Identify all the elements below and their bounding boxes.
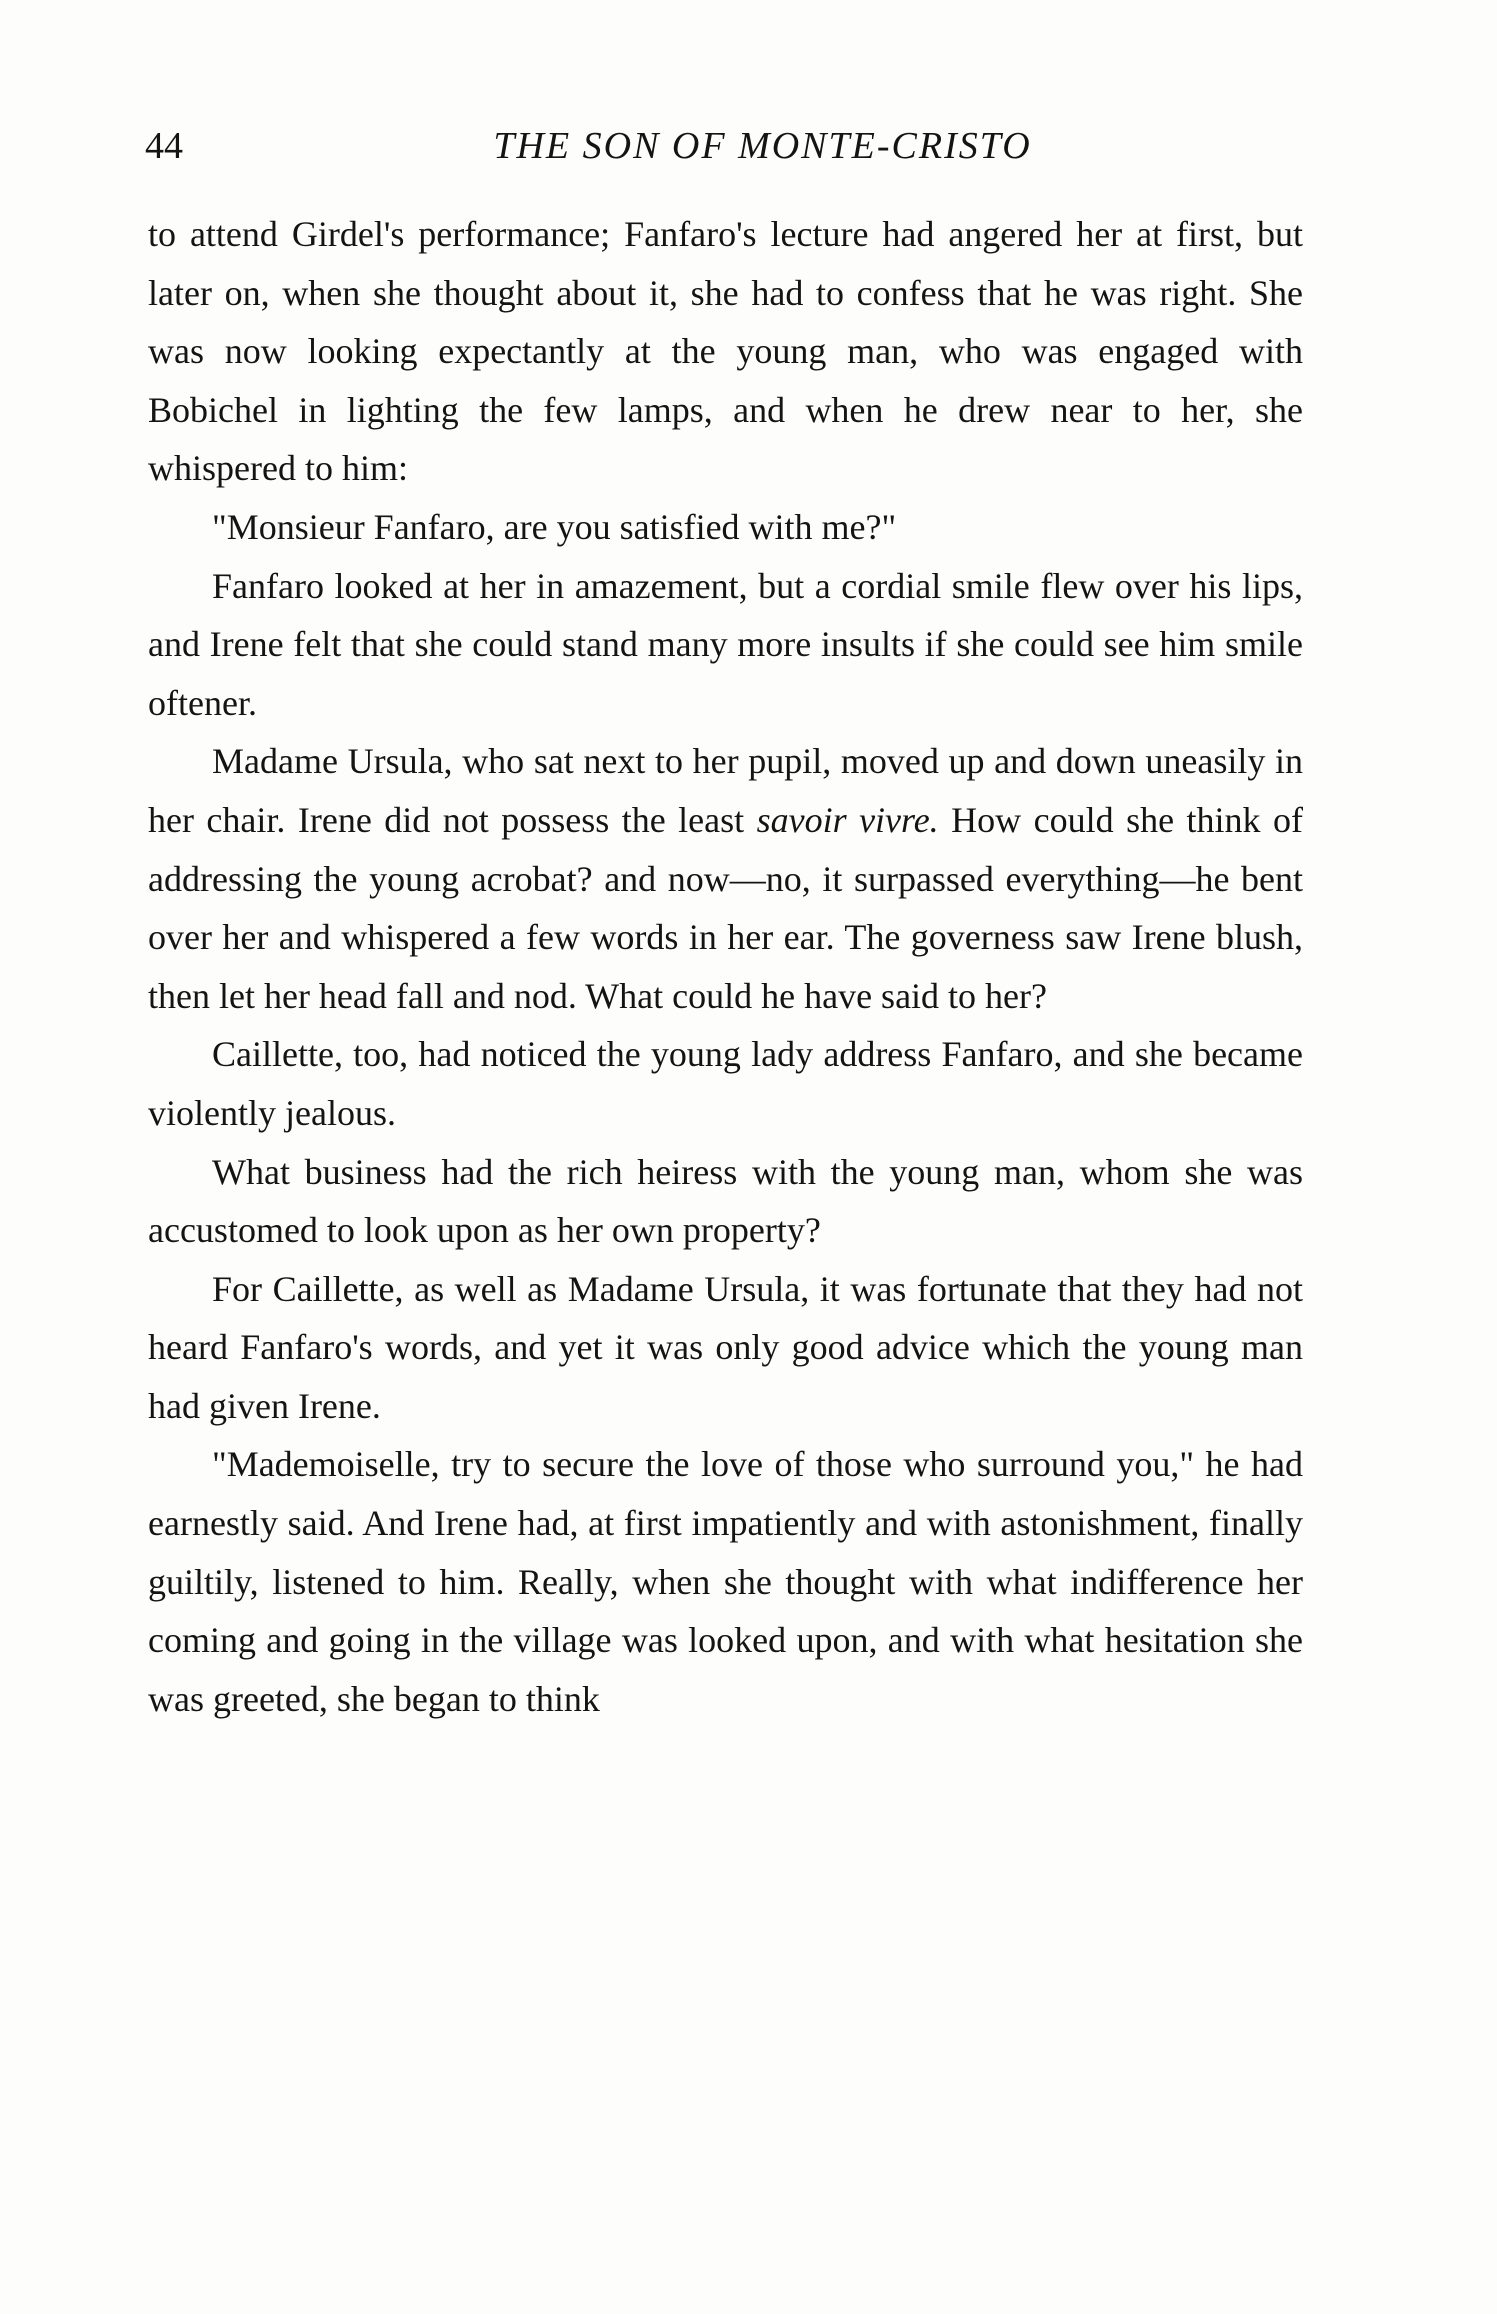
italic-phrase: savoir vivre. xyxy=(756,799,939,840)
paragraph: "Monsieur Fanfaro, are you satisfied with me?" xyxy=(212,506,897,547)
paragraph: "Mademoiselle, try to secure the love of those who surround you," he had earnestly said. And Irene had, at first impatiently and with astonishment, finally guiltily, listened to him. Really, when she thought with what indifference her coming and going in the village was looked upon, and with what hesitation she was greeted, she began to think xyxy=(148,1444,1303,1719)
paragraph-text: How could she think of addressing the young acrobat? and now—no, it surpassed everything—he bent over her and whispered a few words in her ear. The governess saw Irene blush, then let her head fall and nod. What could he have said to her? xyxy=(148,799,1303,1016)
paragraph xyxy=(148,732,1303,1025)
running-head xyxy=(145,118,1300,178)
paragraph: Fanfaro looked at her in amazement, but a cordial smile flew over his lips, and Irene felt that she could stand many more insults if she could see him smile oftener. xyxy=(148,565,1303,723)
page-number: 44 xyxy=(145,125,183,167)
body-text xyxy=(148,205,1303,1728)
paragraph: Caillette, too, had noticed the young lady address Fanfaro, and she became violently jealous. xyxy=(148,1034,1303,1133)
paragraph: What business had the rich heiress with the young man, whom she was accustomed to look upon as her own property? xyxy=(148,1151,1303,1251)
paragraph: to attend Girdel's performance; Fanfaro's lecture had angered her at first, but later on, when she thought about it, she had to confess that he was right. She was now looking expectantly at the young man, who was engaged with Bobichel in lighting the few lamps, and when he drew near to her, she whispered to him: xyxy=(148,214,1303,489)
paragraph: For Caillette, as well as Madame Ursula, it was fortunate that they had not heard Fanfaro's words, and yet it was only good advice which the young man had given Irene. xyxy=(148,1268,1303,1426)
book-title: THE SON OF MONTE-CRISTO xyxy=(493,125,1032,167)
paragraph-text: Madame Ursula, who sat next to her pupil, moved up and down uneasily in her chair. Irene did not possess the least xyxy=(148,741,1303,840)
